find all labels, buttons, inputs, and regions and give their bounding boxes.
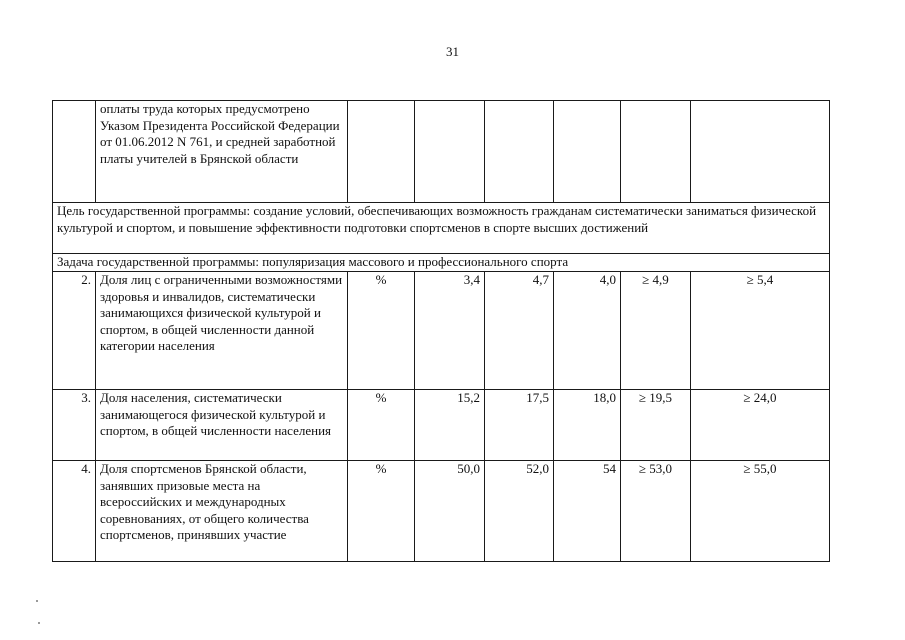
empty-cell	[554, 101, 621, 203]
target-cell: ≥ 53,0	[621, 461, 691, 562]
indicator-name: Доля лиц с ограниченными возможностями здоровья и инвалидов, систематически занимающихся физической культурой и спортом, в общей численности данной категории населения	[96, 272, 348, 390]
page-number: 31	[446, 44, 459, 59]
target-cell: ≥ 24,0	[691, 390, 830, 461]
scan-speck	[38, 622, 40, 624]
value-cell: 3,4	[415, 272, 485, 390]
indicator-name: Доля населения, систематически занимающегося физической культурой и спортом, в общей численности населения	[96, 390, 348, 461]
table-row	[53, 461, 830, 562]
table-row	[53, 390, 830, 461]
value-cell: 15,2	[415, 390, 485, 461]
program-task: Задача государственной программы: популяризация массового и профессионального спорта	[53, 254, 830, 272]
unit-cell: %	[348, 390, 415, 461]
value-cell: 50,0	[415, 461, 485, 562]
empty-cell	[348, 101, 415, 203]
continuation-row	[53, 101, 830, 203]
unit-cell: %	[348, 461, 415, 562]
program-goal: Цель государственной программы: создание условий, обеспечивающих возможность гражданам систематически заниматься физической культурой и спортом, и повышение эффективности подготовки спортсменов в спорте высших достижений	[53, 203, 830, 254]
indicator-name: оплаты труда которых предусмотрено Указом Президента Российской Федерации от 01.06.2012 N 761, и средней заработной платы учителей в Брянской области	[96, 101, 348, 203]
indicator-name: Доля спортсменов Брянской области, занявших призовые места на всероссийских и международных соревнованиях, от общего количества спортсменов, принявших участие	[96, 461, 348, 562]
value-cell: 17,5	[485, 390, 554, 461]
empty-cell	[621, 101, 691, 203]
row-number	[53, 101, 96, 203]
scan-speck	[36, 600, 38, 602]
empty-cell	[415, 101, 485, 203]
table-row	[53, 272, 830, 390]
task-row	[53, 254, 830, 272]
value-cell: 54	[554, 461, 621, 562]
unit-cell: %	[348, 272, 415, 390]
value-cell: 52,0	[485, 461, 554, 562]
goal-row	[53, 203, 830, 254]
value-cell: 4,0	[554, 272, 621, 390]
target-cell: ≥ 55,0	[691, 461, 830, 562]
value-cell: 4,7	[485, 272, 554, 390]
indicators-table	[52, 100, 830, 562]
target-cell: ≥ 4,9	[621, 272, 691, 390]
row-number: 2.	[53, 272, 96, 390]
empty-cell	[485, 101, 554, 203]
empty-cell	[691, 101, 830, 203]
target-cell: ≥ 5,4	[691, 272, 830, 390]
row-number: 3.	[53, 390, 96, 461]
row-number: 4.	[53, 461, 96, 562]
target-cell: ≥ 19,5	[621, 390, 691, 461]
value-cell: 18,0	[554, 390, 621, 461]
